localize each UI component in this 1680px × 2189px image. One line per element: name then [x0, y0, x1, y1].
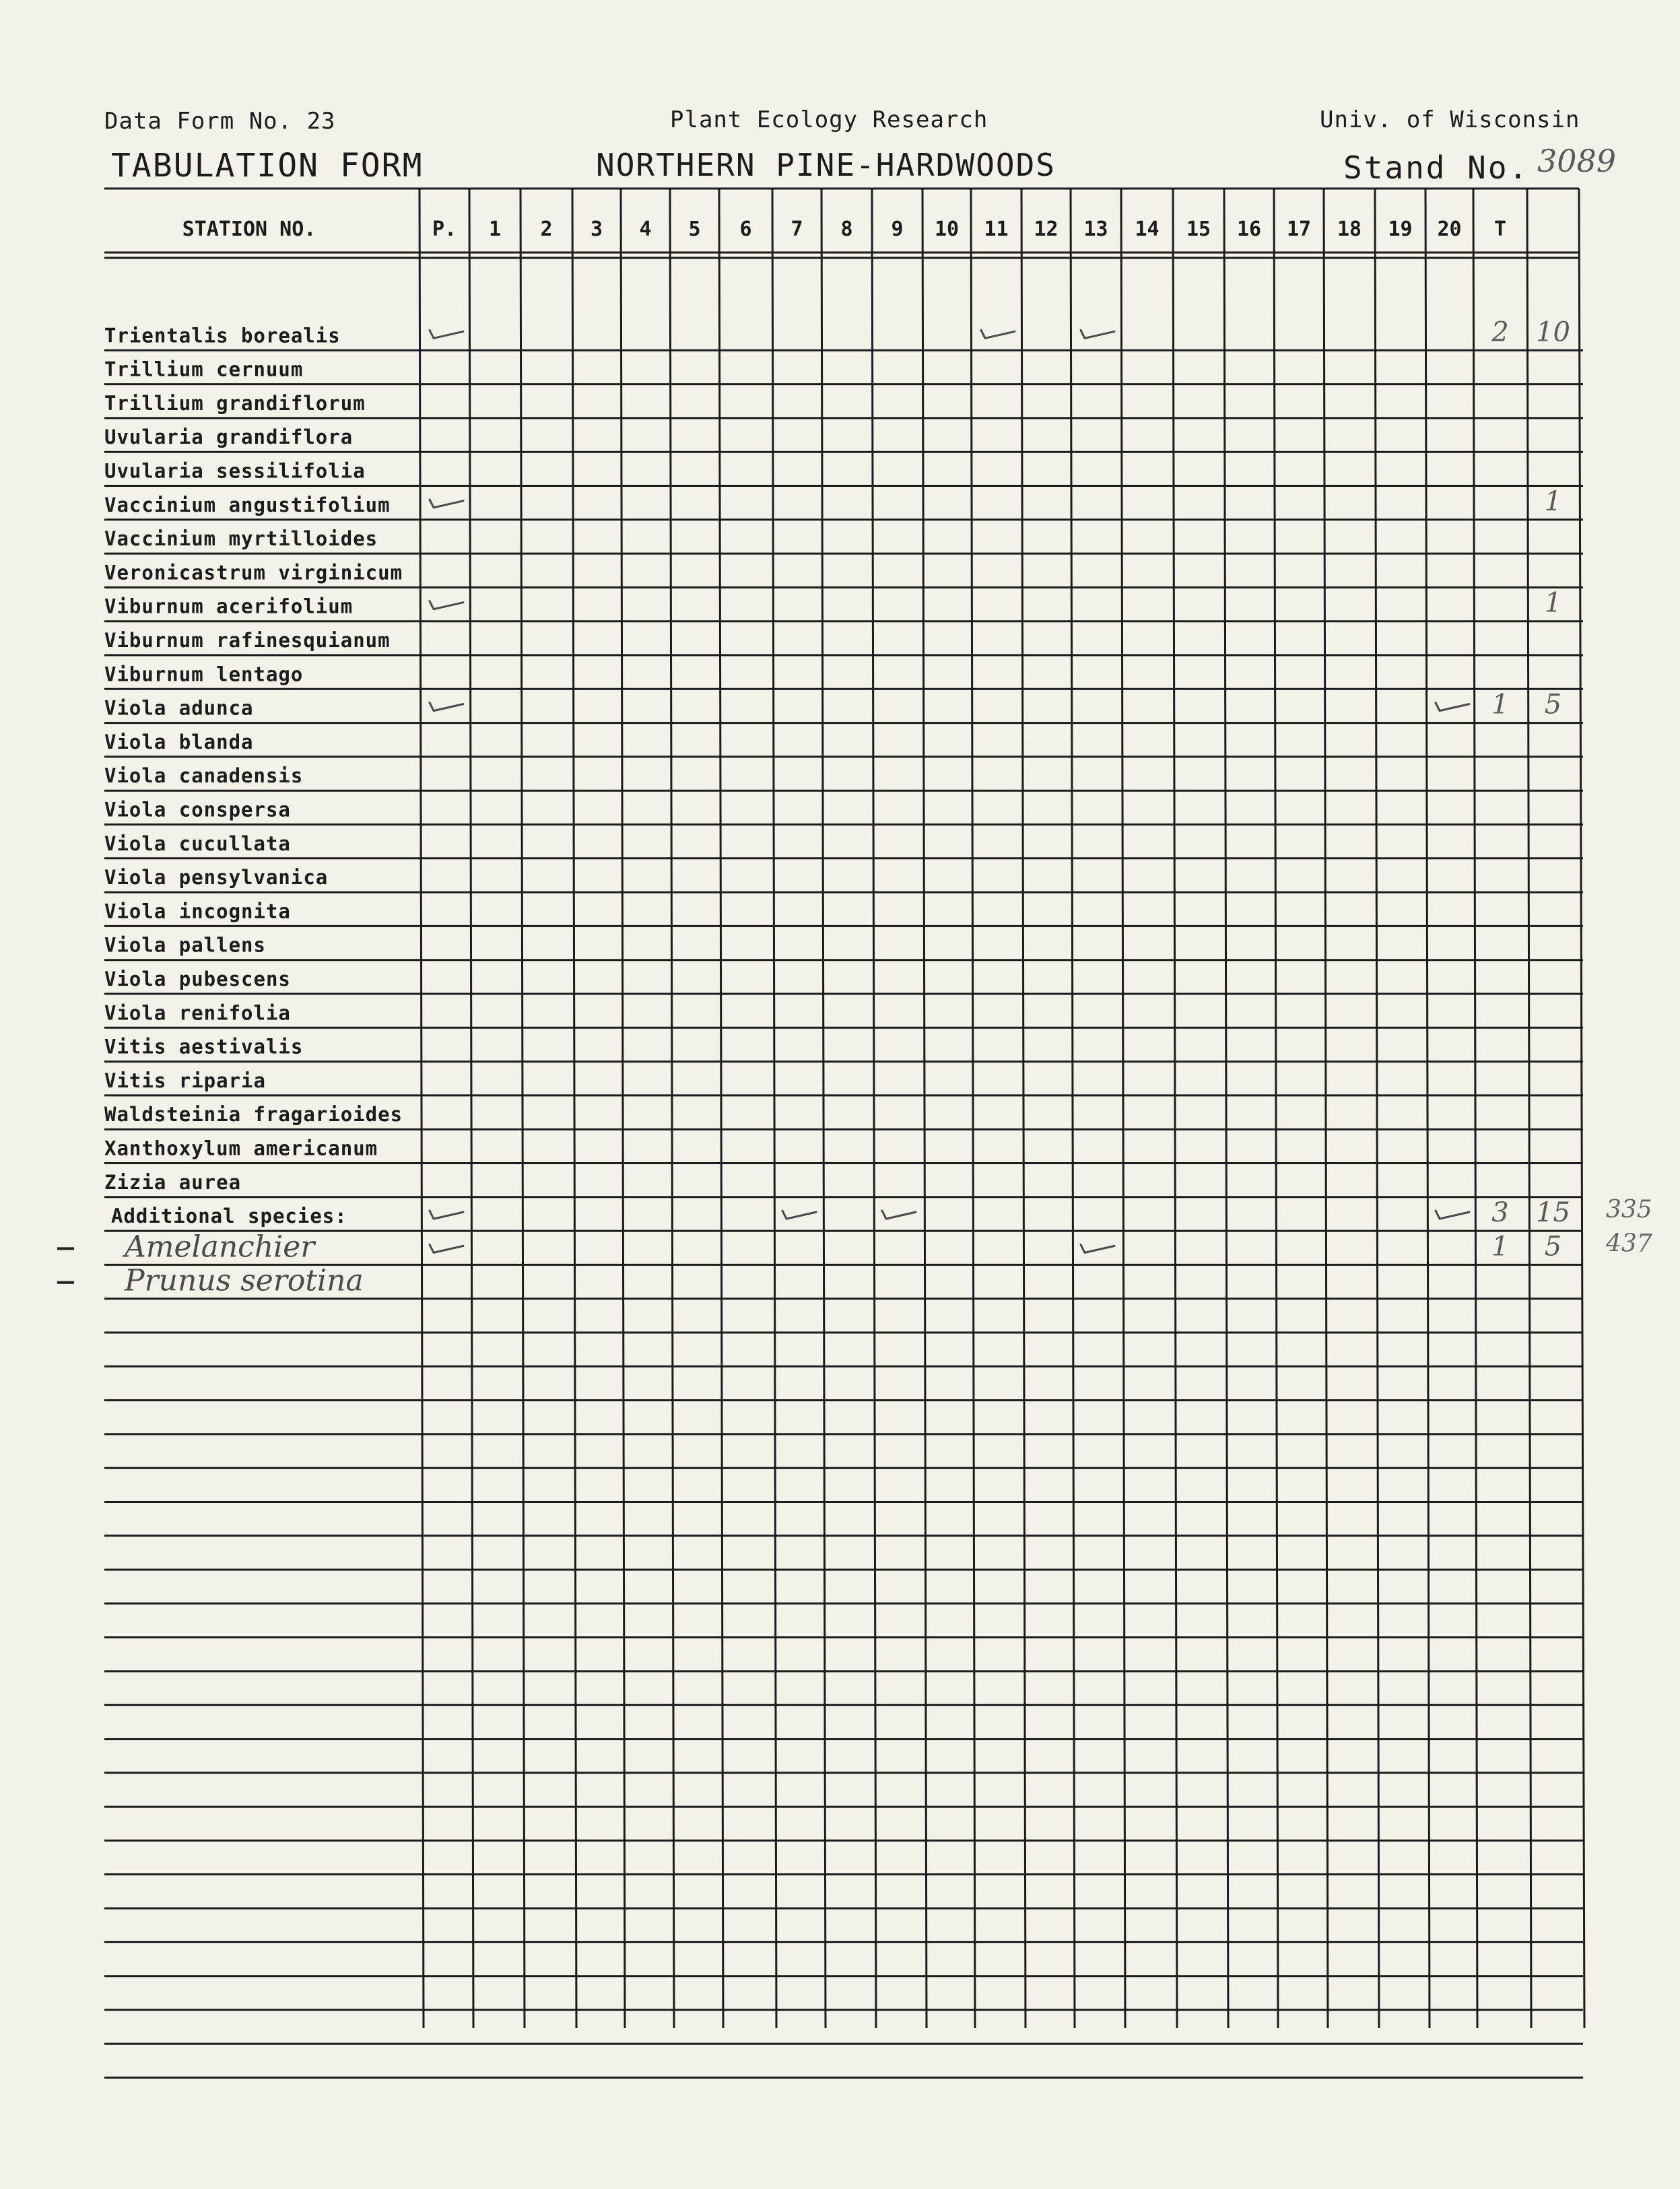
column-header-18: 18: [1337, 217, 1362, 241]
check-mark: [430, 1244, 463, 1252]
column-header-12: 12: [1034, 217, 1059, 241]
column-line: [1021, 189, 1026, 2028]
margin-note: 335: [1606, 1196, 1652, 1224]
frequency-value: 1: [1544, 485, 1562, 517]
stand-number-label: Stand No.: [1343, 149, 1530, 186]
additional-species-entry: Amelanchier: [125, 1230, 315, 1265]
column-line: [1324, 189, 1328, 2028]
column-header-16: 16: [1236, 217, 1262, 241]
species-label: Zizia aurea: [104, 1170, 242, 1194]
species-label: Vaccinium myrtilloides: [104, 527, 378, 551]
frequency-value: 1: [1544, 587, 1562, 619]
frequency-value: 5: [1544, 689, 1562, 720]
column-header-6: 6: [739, 217, 752, 241]
column-line: [670, 189, 674, 2028]
column-line: [1527, 189, 1531, 2028]
species-label: Viola adunca: [104, 696, 254, 720]
check-mark: [430, 500, 463, 508]
university-name: Univ. of Wisconsin: [1320, 106, 1580, 133]
column-line: [1579, 189, 1584, 2028]
column-header-13: 13: [1083, 217, 1108, 241]
species-label: Vaccinium angustifolium: [104, 493, 391, 516]
column-header-8: 8: [840, 217, 853, 241]
check-mark: [430, 703, 463, 711]
species-label: Viola incognita: [104, 900, 291, 923]
column-header-5: 5: [688, 217, 701, 241]
column-line: [1425, 189, 1430, 2028]
species-label: Veronicastrum virginicum: [104, 561, 403, 584]
column-line: [469, 189, 473, 2028]
column-header-19: 19: [1388, 217, 1413, 241]
station-number-header: STATION NO.: [182, 217, 316, 241]
check-mark: [430, 1211, 463, 1219]
column-line: [1121, 189, 1125, 2028]
column-header-15: 15: [1186, 217, 1211, 241]
column-header-9: 9: [891, 217, 904, 241]
species-label: Viola cucullata: [104, 832, 291, 855]
check-mark: [1081, 1244, 1114, 1252]
frequency-value: 10: [1536, 316, 1570, 348]
column-line: [971, 189, 975, 2028]
column-header-7: 7: [791, 217, 803, 241]
species-label: Vitis riparia: [104, 1069, 266, 1092]
organization-name: Plant Ecology Research: [670, 106, 988, 133]
check-mark: [1436, 1211, 1469, 1219]
species-label: Viola blanda: [104, 730, 254, 753]
species-label: Vitis aestivalis: [104, 1035, 304, 1058]
check-mark: [430, 601, 463, 609]
check-mark: [981, 330, 1015, 338]
forest-type-title: NORTHERN PINE-HARDWOODS: [596, 147, 1056, 183]
form-number: Data Form No. 23: [104, 108, 336, 135]
stand-number-value[interactable]: 3089: [1537, 143, 1617, 179]
total-count: 1: [1491, 689, 1509, 720]
column-line: [1224, 189, 1228, 2028]
additional-species-entry: Prunus serotina: [125, 1263, 364, 1298]
column-header-P: P.: [432, 217, 457, 241]
column-line: [1071, 189, 1075, 2028]
species-label: Viburnum rafinesquianum: [104, 629, 391, 652]
column-header-17: 17: [1286, 217, 1312, 241]
species-label: Uvularia sessilifolia: [104, 459, 366, 483]
additional-species-label: Additional species:: [111, 1205, 347, 1228]
column-line: [572, 189, 576, 2028]
column-line: [719, 189, 723, 2028]
column-line: [1375, 189, 1379, 2028]
species-label: Viola pallens: [104, 933, 266, 957]
check-mark: [430, 330, 463, 338]
species-label: Xanthoxylum americanum: [104, 1137, 378, 1160]
species-label: Viola canadensis: [104, 764, 304, 788]
column-line: [1173, 189, 1177, 2028]
total-count: 2: [1491, 316, 1509, 348]
column-line: [872, 189, 876, 2028]
column-header-T: T: [1493, 217, 1507, 241]
check-mark: [1081, 330, 1114, 338]
check-mark: [782, 1211, 816, 1219]
species-label: Waldsteinia fragarioides: [104, 1103, 403, 1126]
column-line: [922, 189, 927, 2028]
column-line: [1274, 189, 1278, 2028]
column-header-3: 3: [590, 217, 603, 241]
column-header-14: 14: [1135, 217, 1160, 241]
species-label: Viola conspersa: [104, 798, 291, 821]
species-label: Viola pensylvanica: [104, 866, 329, 889]
species-label: Trientalis borealis: [104, 324, 341, 347]
species-label: Viola renifolia: [104, 1001, 291, 1025]
species-label: Trillium grandiflorum: [104, 391, 366, 415]
total-count: 1: [1491, 1231, 1509, 1262]
column-line: [621, 189, 625, 2028]
frequency-value: 15: [1536, 1197, 1570, 1229]
frequency-value: 5: [1544, 1231, 1562, 1262]
column-header-20: 20: [1437, 217, 1462, 241]
species-label: Trillium cernuum: [104, 358, 304, 381]
column-header-1: 1: [488, 217, 502, 241]
form-title: TABULATION FORM: [111, 147, 424, 184]
column-line: [821, 189, 826, 2028]
column-line: [419, 189, 424, 2028]
column-header-10: 10: [934, 217, 960, 241]
margin-note: 437: [1606, 1230, 1652, 1258]
column-header-11: 11: [984, 217, 1009, 241]
species-label: Viola pubescens: [104, 968, 291, 990]
check-mark: [1436, 703, 1469, 711]
species-label: Viburnum lentago: [104, 663, 304, 686]
column-line: [1473, 189, 1477, 2028]
species-label: Uvularia grandiflora: [104, 426, 354, 449]
check-mark: [882, 1211, 916, 1219]
species-label: Viburnum acerifolium: [104, 595, 354, 618]
column-header-2: 2: [540, 217, 553, 241]
column-line: [772, 189, 776, 2028]
total-count: 3: [1491, 1197, 1509, 1229]
column-line: [520, 189, 525, 2028]
column-header-4: 4: [639, 217, 652, 241]
